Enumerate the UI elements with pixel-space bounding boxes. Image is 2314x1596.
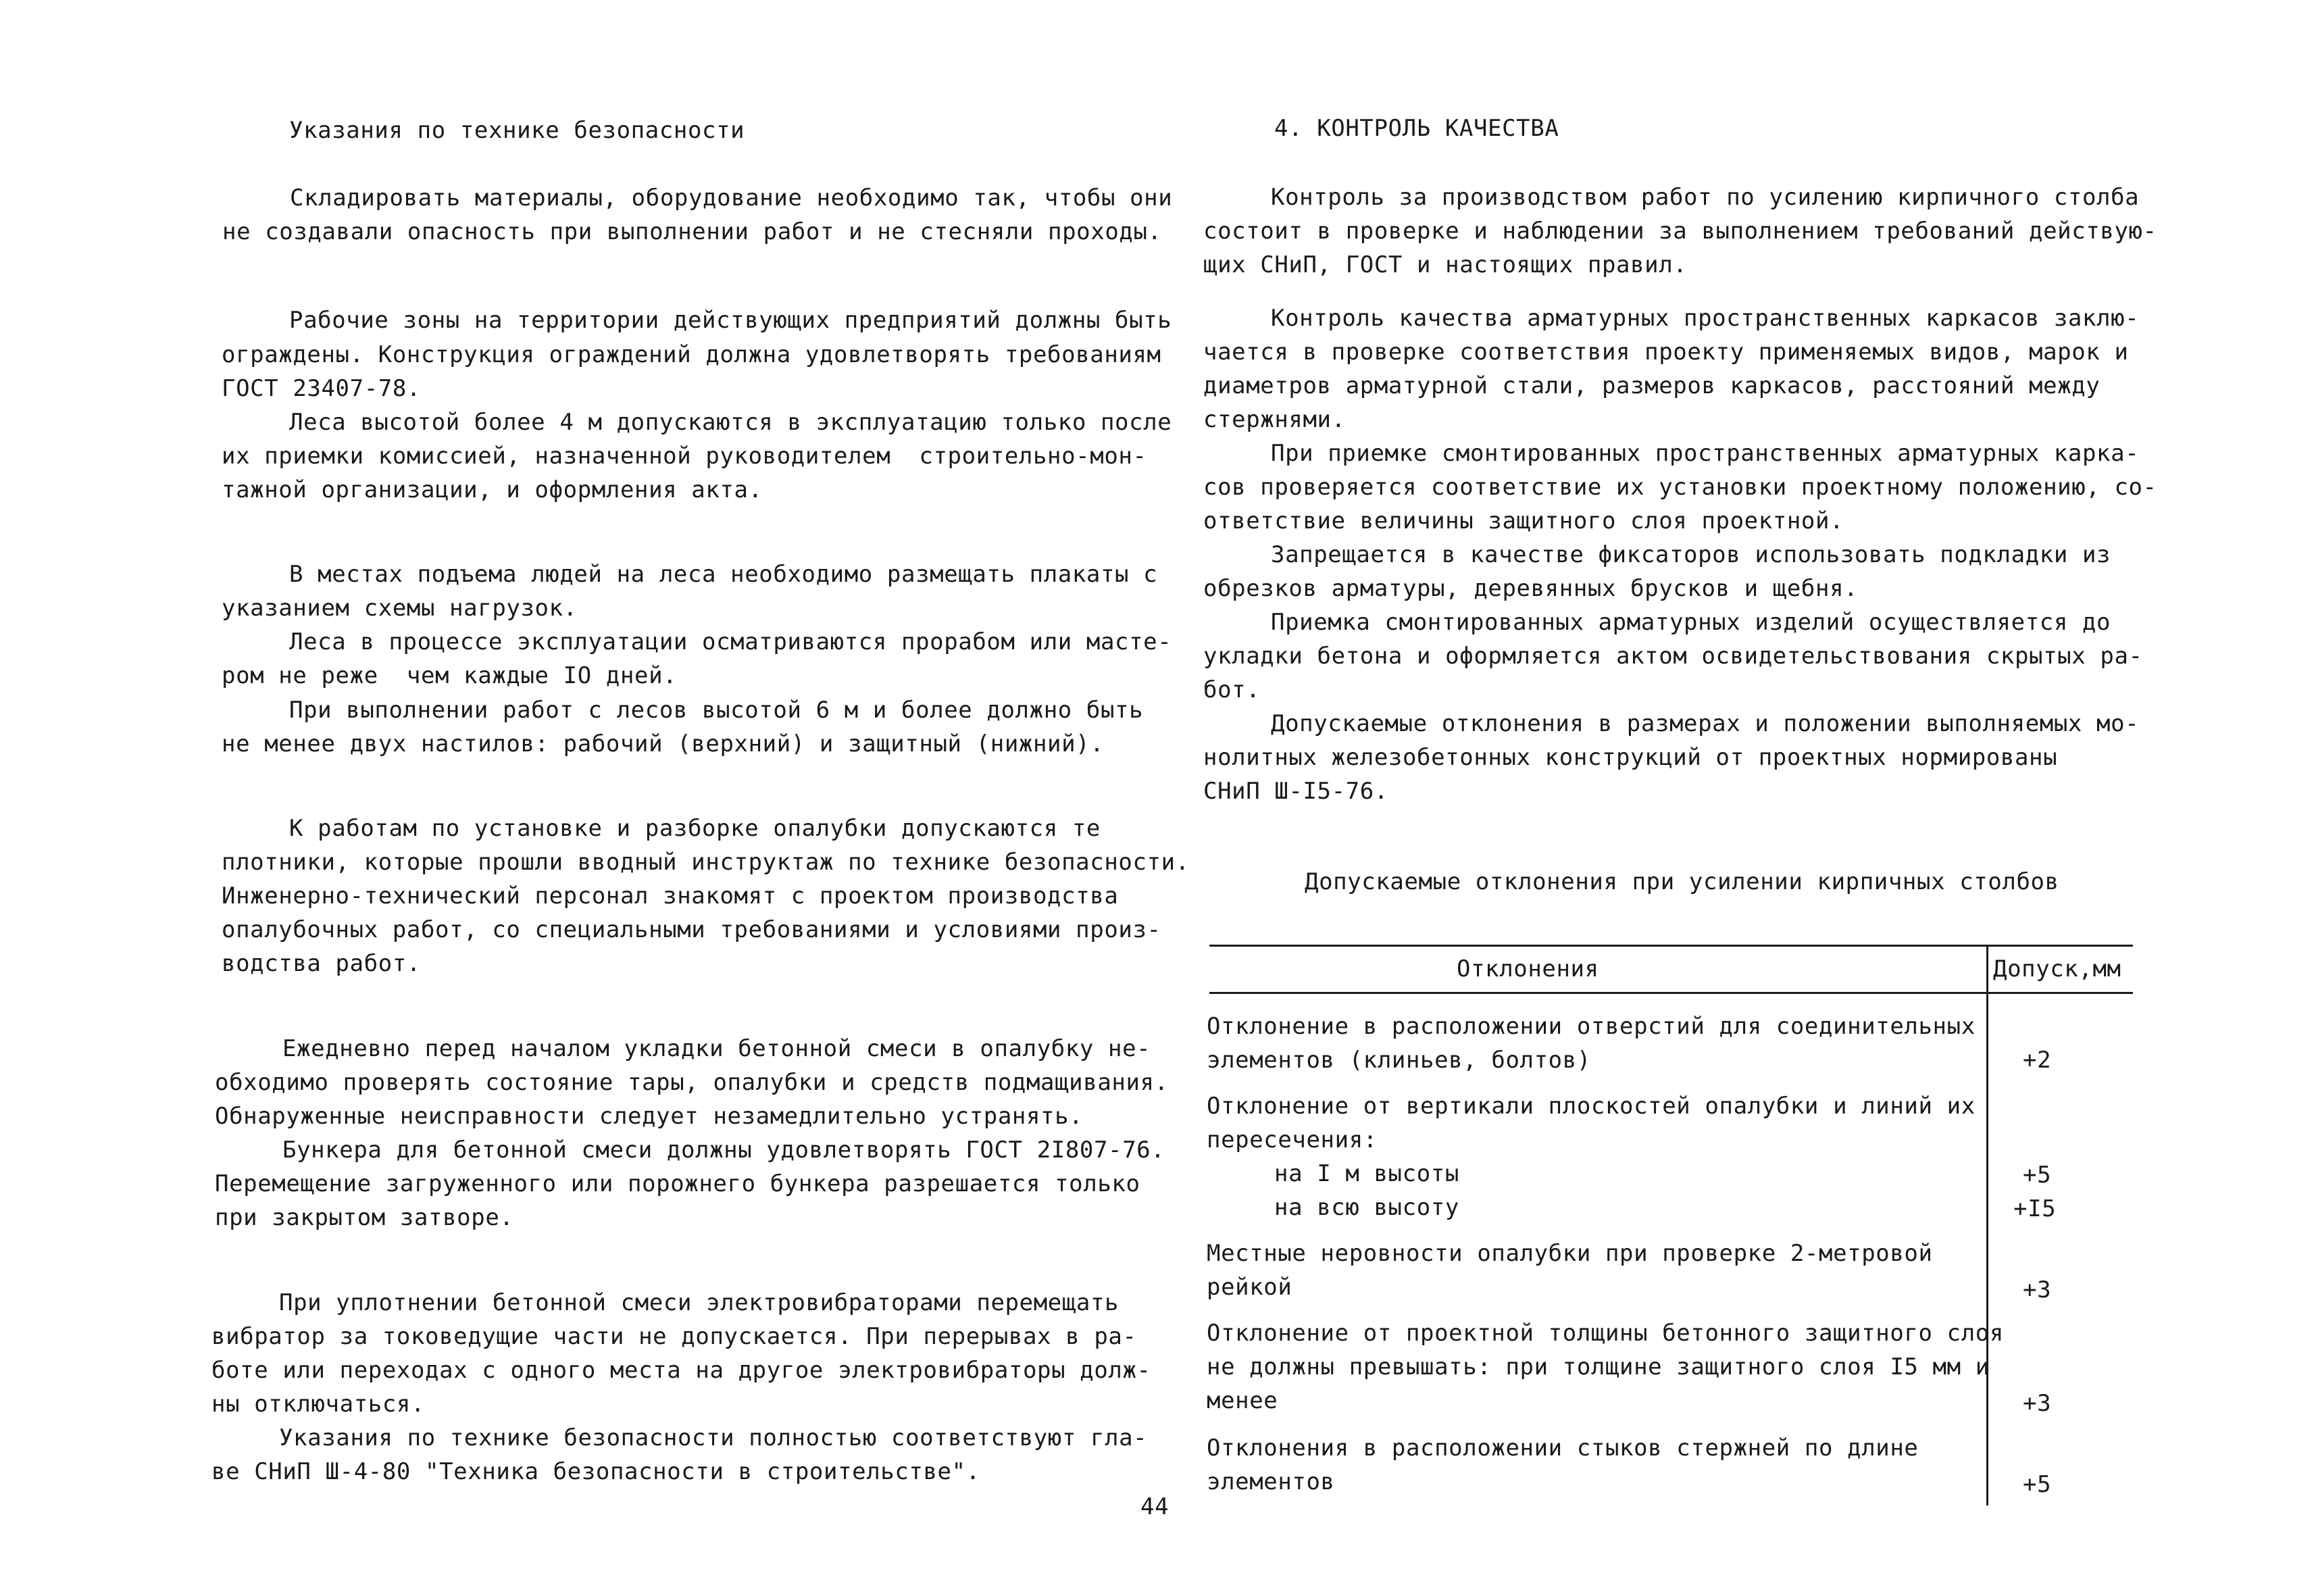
table-row-text: не должны превышать: при толщине защитного слоя I5 мм и — [1207, 1353, 1990, 1380]
text-line: Приемка смонтированных арматурных изделий осуществляется до — [1271, 609, 2111, 636]
left-heading: Указания по технике безопасности — [289, 117, 745, 144]
text-line: ны отключаться. — [211, 1391, 426, 1418]
table-title: Допускаемые отклонения при усилении кирпичных столбов — [1305, 868, 2059, 895]
table-row-text: Отклонение от вертикали плоскостей опалубки и линий их — [1207, 1093, 1976, 1120]
table-header-rule — [1209, 992, 2133, 994]
table-row-text: Отклонение от проектной толщины бетонного защитного слоя — [1207, 1320, 2004, 1347]
text-line: сов проверяется соответствие их установки проектному положению, со- — [1203, 474, 2157, 501]
table-row-text: элементов (клиньев, болтов) — [1207, 1047, 1591, 1074]
table-row-text: Отклонения в расположении стыков стержней по длине — [1207, 1435, 1919, 1462]
text-line: Леса высотой более 4 м допускаются в эксплуатацию только после — [289, 409, 1172, 436]
table-tolerance-value: +3 — [2023, 1276, 2052, 1303]
table-top-rule — [1209, 945, 2133, 947]
text-line: Инженерно-технический персонал знакомят с проектом производства — [222, 882, 1119, 909]
text-line: Контроль качества арматурных пространственных каркасов заклю- — [1271, 305, 2140, 332]
table-tolerance-value: +5 — [2023, 1162, 2052, 1189]
text-line: укладки бетона и оформляется актом освидетельствования скрытых ра- — [1203, 643, 2143, 670]
text-line: ответствие величины защитного слоя проектной. — [1203, 507, 1844, 534]
text-line: их приемки комиссией, назначенной руководителем строительно-мон- — [222, 443, 1147, 470]
text-line: обходимо проверять состояние тары, опалубки и средств подмащивания. — [215, 1069, 1169, 1096]
text-line: диаметров арматурной стали, размеров каркасов, расстояний между — [1203, 372, 2101, 399]
text-line: вибратор за токоведущие части не допускается. При перерывах в ра- — [211, 1323, 1137, 1350]
table-tolerance-value: +3 — [2023, 1390, 2052, 1417]
text-line: стержнями. — [1203, 406, 1346, 433]
text-line: В местах подъема людей на леса необходимо размещать плакаты с — [289, 561, 1158, 588]
page-number: 44 — [1140, 1493, 1169, 1520]
text-line: ве СНиП Ш-4-80 "Техника безопасности в строительстве". — [211, 1458, 980, 1485]
table-header-tolerance: Допуск,мм — [1993, 955, 2121, 982]
table-row-text: на всю высоту — [1274, 1194, 1459, 1221]
table-row-text: элементов — [1207, 1468, 1335, 1495]
text-line: опалубочных работ, со специальными требованиями и условиями произ- — [222, 916, 1161, 943]
text-line: Перемещение загруженного или порожнего бункера разрешается только — [215, 1170, 1140, 1197]
table-row-text: на I м высоты — [1274, 1160, 1459, 1187]
text-line: состоит в проверке и наблюдении за выполнением требований действую- — [1203, 218, 2157, 245]
table-row-text: Отклонение в расположении отверстий для соединительных — [1207, 1013, 1976, 1040]
text-line: При приемке смонтированных пространственных арматурных карка- — [1271, 440, 2140, 467]
text-line: Обнаруженные неисправности следует незамедлительно устранять. — [215, 1103, 1084, 1130]
right-heading: 4. КОНТРОЛЬ КАЧЕСТВА — [1274, 115, 1559, 142]
text-line: Запрещается в качестве фиксаторов использовать подкладки из — [1271, 541, 2111, 568]
text-line: При выполнении работ с лесов высотой 6 м и более должно быть — [289, 697, 1144, 724]
text-line: обрезков арматуры, деревянных брусков и щебня. — [1203, 575, 1859, 602]
text-line: боте или переходах с одного места на другое электровибраторы долж- — [211, 1357, 1151, 1384]
text-line: Указания по технике безопасности полностью соответствуют гла- — [279, 1424, 1148, 1451]
text-line: при закрытом затворе. — [215, 1204, 514, 1231]
text-line: Бункера для бетонной смеси должны удовлетворять ГОСТ 2I807-76. — [282, 1137, 1165, 1164]
text-line: При уплотнении бетонной смеси электровибраторами перемещать — [279, 1289, 1120, 1316]
text-line: бот. — [1203, 676, 1261, 703]
text-line: Леса в процессе эксплуатации осматриваются прорабом или масте- — [289, 628, 1172, 655]
text-line: Допускаемые отклонения в размерах и положении выполняемых мо- — [1271, 710, 2140, 737]
text-line: ГОСТ 23407-78. — [222, 375, 421, 402]
text-line: водства работ. — [222, 950, 421, 977]
text-line: СНиП Ш-I5-76. — [1203, 778, 1388, 805]
text-line: нолитных железобетонных конструкций от проектных нормированы — [1203, 744, 2058, 771]
text-line: тажной организации, и оформления акта. — [222, 476, 763, 503]
table-tolerance-value: +2 — [2023, 1047, 2052, 1074]
text-line: Рабочие зоны на территории действующих предприятий должны быть — [289, 307, 1172, 334]
text-line: Складировать материалы, оборудование необходимо так, чтобы они — [290, 184, 1173, 211]
text-line: Контроль за производством работ по усилению кирпичного столба — [1271, 184, 2140, 211]
text-line: Ежедневно перед началом укладки бетонной смеси в опалубку не- — [282, 1035, 1151, 1062]
text-line: указанием схемы нагрузок. — [222, 595, 578, 622]
text-line: ограждены. Конструкция ограждений должна удовлетворять требованиям — [222, 341, 1161, 368]
text-line: не создавали опасность при выполнении работ и не стесняли проходы. — [222, 218, 1162, 245]
table-header-deviations: Отклонения — [1457, 955, 1599, 982]
table-row-text: Местные неровности опалубки при проверке 2-метровой — [1207, 1240, 1933, 1267]
table-row-text: пересечения: — [1207, 1126, 1378, 1153]
table-row-text: рейкой — [1207, 1274, 1292, 1301]
text-line: плотники, которые прошли вводный инструктаж по технике безопасности. — [222, 849, 1190, 876]
table-row-text: менее — [1207, 1387, 1278, 1414]
text-line: чается в проверке соответствия проекту применяемых видов, марок и — [1203, 339, 2129, 366]
table-column-divider — [1986, 945, 1988, 1505]
text-line: ром не реже чем каждые IO дней. — [222, 662, 678, 689]
table-tolerance-value: +I5 — [2013, 1195, 2057, 1222]
text-line: не менее двух настилов: рабочий (верхний) и защитный (нижний). — [222, 730, 1105, 757]
table-tolerance-value: +5 — [2023, 1471, 2052, 1498]
text-line: К работам по установке и разборке опалубки допускаются те — [289, 815, 1101, 842]
text-line: щих СНиП, ГОСТ и настоящих правил. — [1203, 251, 1688, 278]
